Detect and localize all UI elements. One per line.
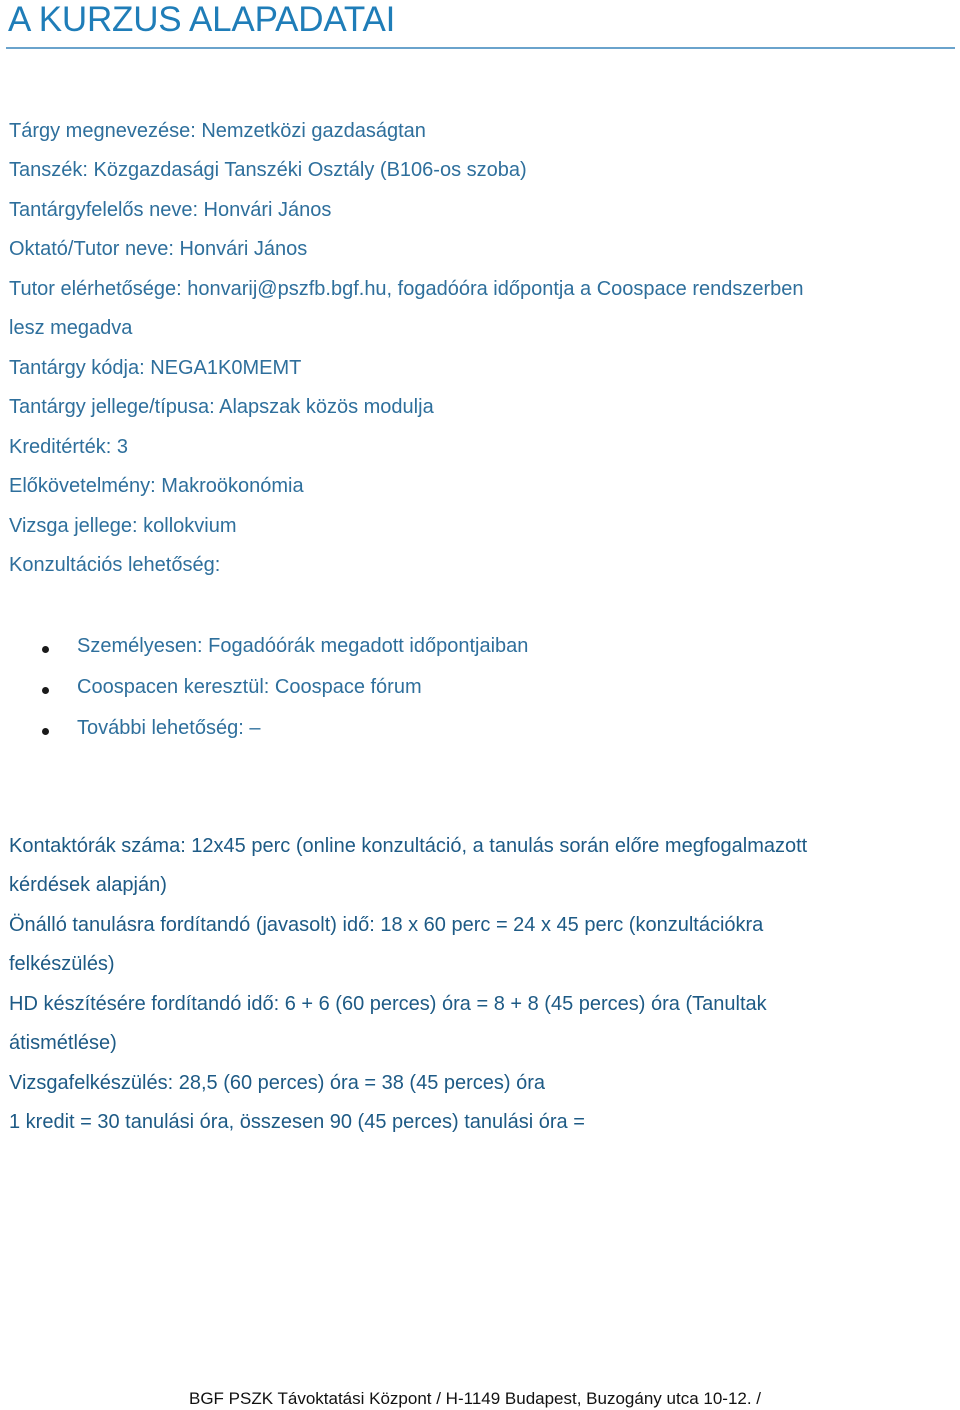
title-divider	[6, 47, 955, 49]
tutor-name: Oktató/Tutor neve: Honvári János	[9, 238, 308, 260]
department: Tanszék: Közgazdasági Tanszéki Osztály (B106-os szoba)	[9, 159, 527, 181]
contact-hours: Kontaktórák száma: 12x45 perc (online konzultáció, a tanulás során előre megfogalmazott	[9, 835, 808, 857]
consultation-option: Coospacen keresztül: Coospace fórum	[77, 676, 422, 698]
hd-preparation-time-continued: átismétlése)	[9, 1032, 117, 1054]
subject-name: Tárgy megnevezése: Nemzetközi gazdaságtan	[9, 120, 426, 142]
course-code: Tantárgy kódja: NEGA1K0MEMT	[9, 357, 302, 379]
course-type: Tantárgy jellege/típusa: Alapszak közös modulja	[9, 396, 434, 418]
bullet-icon	[42, 728, 49, 735]
tutor-contact-continued: lesz megadva	[9, 317, 133, 339]
total-study-hours: 1 kredit = 30 tanulási óra, összesen 90 (45 perces) tanulási óra =	[9, 1111, 585, 1133]
contact-hours-continued: kérdések alapján)	[9, 874, 167, 896]
hd-preparation-time: HD készítésére fordítandó idő: 6 + 6 (60 perces) óra = 8 + 8 (45 perces) óra (Tanultak	[9, 993, 767, 1015]
responsible-person: Tantárgyfelelős neve: Honvári János	[9, 199, 332, 221]
consultation-label: Konzultációs lehetőség:	[9, 554, 221, 576]
page-title: A KURZUS ALAPADATAI	[8, 0, 396, 39]
exam-type: Vizsga jellege: kollokvium	[9, 515, 237, 537]
tutor-contact: Tutor elérhetősége: honvarij@pszfb.bgf.hu, fogadóóra időpontja a Coospace rendszerben	[9, 278, 804, 300]
exam-preparation-time: Vizsgafelkészülés: 28,5 (60 perces) óra = 38 (45 perces) óra	[9, 1072, 546, 1094]
bullet-icon	[42, 646, 49, 653]
prerequisite: Előkövetelmény: Makroökonómia	[9, 475, 304, 497]
consultation-option: További lehetőség: –	[77, 717, 261, 739]
consultation-option: Személyesen: Fogadóórák megadott időpontjaiban	[77, 635, 529, 657]
page-footer: BGF PSZK Távoktatási Központ / H-1149 Budapest, Buzogány utca 10-12. /	[189, 1389, 762, 1408]
self-study-time-continued: felkészülés)	[9, 953, 115, 975]
credit-value: Kreditérték: 3	[9, 436, 128, 458]
self-study-time: Önálló tanulásra fordítandó (javasolt) idő: 18 x 60 perc = 24 x 45 perc (konzultációkra	[9, 914, 764, 936]
bullet-icon	[42, 687, 49, 694]
